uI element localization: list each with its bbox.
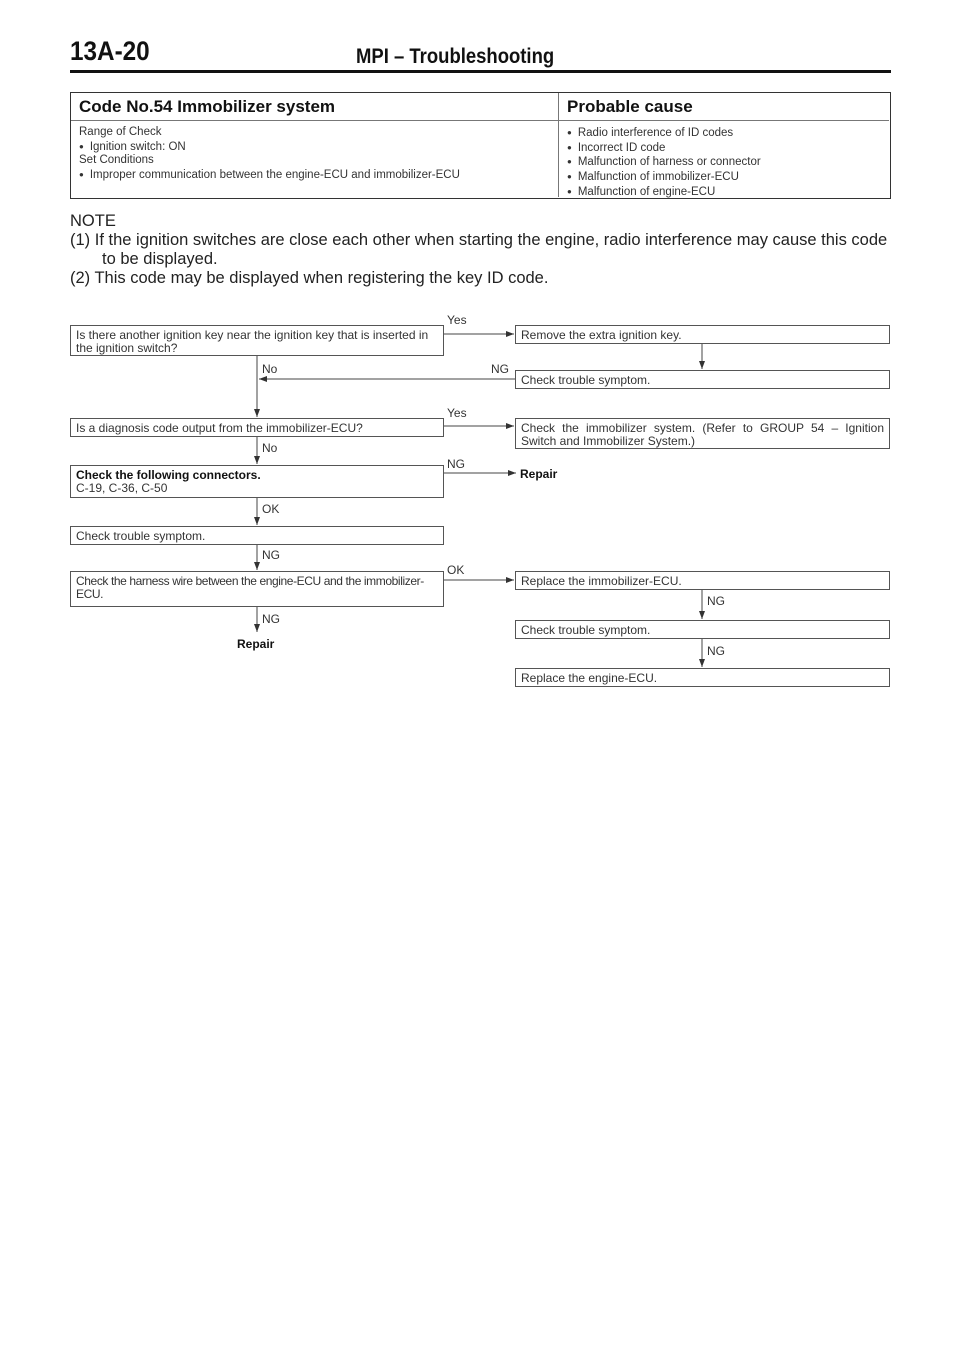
ok-label: OK (447, 563, 465, 577)
yes-label: Yes (447, 406, 467, 420)
no-label: No (262, 362, 278, 376)
ok-label: OK (262, 502, 280, 516)
replace-immobilizer-step: Replace the immobilizer-ECU. (515, 571, 890, 590)
yes-label: Yes (447, 313, 467, 327)
check-harness-step: Check the harness wire between the engine-ECU and the immobilizer-ECU. (70, 571, 444, 607)
ng-label: NG (262, 612, 280, 626)
note-heading: NOTE (70, 212, 116, 230)
connectors-title: Check the following connectors. (76, 468, 261, 482)
range-of-check-label: Range of Check (79, 126, 162, 138)
replace-engine-ecu-step: Replace the engine-ECU. (515, 668, 890, 687)
set-conditions-label: Set Conditions (79, 154, 154, 167)
page-title: MPI – Troubleshooting (356, 45, 555, 68)
ng-label: NG (447, 457, 465, 471)
cause-item: ● Malfunction of harness or connector (567, 155, 881, 170)
question-diagnosis-code: Is a diagnosis code output from the immobilizer-ECU? (70, 418, 444, 437)
ng-label: NG (707, 644, 725, 658)
no-label: No (262, 441, 278, 455)
repair-label: Repair (520, 467, 558, 481)
table-header-right: Probable cause (559, 93, 889, 121)
note-item: (1) If the ignition switches are close each other when starting the engine, radio interference may cause this code to be displayed. (70, 231, 888, 268)
ng-label: NG (707, 594, 725, 608)
ng-label: NG (491, 362, 509, 376)
table-header-left: Code No.54 Immobilizer system (71, 93, 559, 121)
check-symptom-step: Check trouble symptom. (515, 370, 890, 389)
note-item: (2) This code may be displayed when registering the key ID code. (70, 269, 549, 287)
condition-item: ● Improper communication between the engine-ECU and immobilizer-ECU (79, 168, 550, 183)
cause-item: ● Radio interference of ID codes (567, 126, 881, 141)
repair-label: Repair (237, 637, 275, 651)
page-number: 13A-20 (70, 36, 150, 66)
check-symptom-step: Check trouble symptom. (70, 526, 444, 545)
check-symptom-step: Check trouble symptom. (515, 620, 890, 639)
condition-item: ● Ignition switch: ON (79, 140, 550, 155)
cause-item: ● Malfunction of immobilizer-ECU (567, 170, 881, 185)
remove-key-step: Remove the extra ignition key. (515, 325, 890, 344)
ng-label: NG (262, 548, 280, 562)
cause-item: ● Incorrect ID code (567, 141, 881, 156)
check-immobilizer-step: Check the immobilizer system. (Refer to GROUP 54 – Ignition Switch and Immobilizer System.) (515, 418, 890, 449)
question-other-key: Is there another ignition key near the ignition key that is inserted in the ignition switch? (70, 325, 444, 356)
connectors-list: C-19, C-36, C-50 (76, 481, 168, 495)
check-connectors-step (70, 465, 444, 498)
cause-item: ● Malfunction of engine-ECU (567, 185, 881, 200)
